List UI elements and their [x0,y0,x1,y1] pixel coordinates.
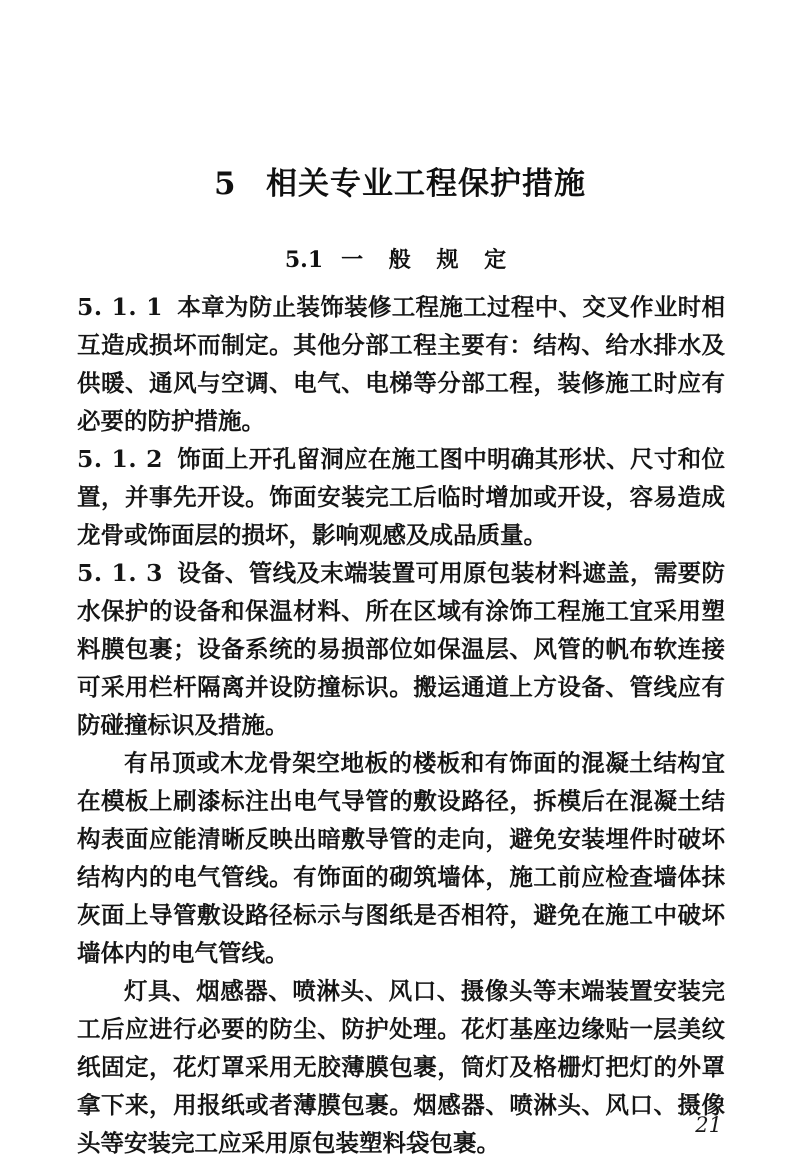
clause-paragraph [77,288,725,440]
chapter-title [78,158,722,203]
body-paragraph: 有吊顶或木龙骨架空地板的楼板和有饰面的混凝土结构宜在模板上刷漆标注出电气导管的敷设路径，拆模后在混凝土结构表面应能清晰反映出暗敷导管的走向，避免安装埋件时破坏结构内的电气管线。有饰面的砌筑墙体，施工前应检查墙体抹灰面上导管敷设路径标示与图纸是否相符，避免在施工中破坏墙体内的电气管线。 [77,749,725,967]
chapter-title-text: 相关专业工程保护措施 [266,166,587,202]
clause-number: 5. 1. 3 [77,559,163,587]
clause-text: 本章为防止装饰装修工程施工过程中、交叉作业时相互造成损坏而制定。其他分部工程主要有：结构、给水排水及供暖、通风与空调、电气、电梯等分部工程，装修施工时应有必要的防护措施。 [77,293,725,435]
clause-number: 5. 1. 1 [77,293,163,321]
body-text-column [77,288,725,1162]
section-heading [78,243,722,274]
clause-number: 5. 1. 2 [77,445,163,473]
clause-paragraph [77,440,725,554]
clause-text: 设备、管线及末端装置可用原包装材料遮盖，需要防水保护的设备和保温材料、所在区域有涂饰工程施工宜采用塑料膜包裹；设备系统的易损部位如保温层、风管的帆布软连接可采用栏杆隔离并设防撞标识。搬运通道上方设备、管线应有防碰撞标识及措施。 [77,559,725,739]
section-number: 5.1 [284,247,324,273]
chapter-number: 5 [213,166,237,202]
section-title-text: 一 般 规 定 [341,247,516,273]
page-number: 21 [695,1113,722,1137]
body-paragraph: 灯具、烟感器、喷淋头、风口、摄像头等末端装置安装完工后应进行必要的防尘、防护处理。花灯基座边缘贴一层美纹纸固定，花灯罩采用无胶薄膜包裹，筒灯及格栅灯把灯的外罩拿下来，用报纸或者薄膜包裹。烟感器、喷淋头、风口、摄像头等安装完工应采用原包装塑料袋包裹。 [77,977,725,1157]
clause-text: 饰面上开孔留洞应在施工图中明确其形状、尺寸和位置，并事先开设。饰面安装完工后临时增加或开设，容易造成龙骨或饰面层的损坏，影响观感及成品质量。 [77,445,725,549]
clause-paragraph [77,554,725,744]
